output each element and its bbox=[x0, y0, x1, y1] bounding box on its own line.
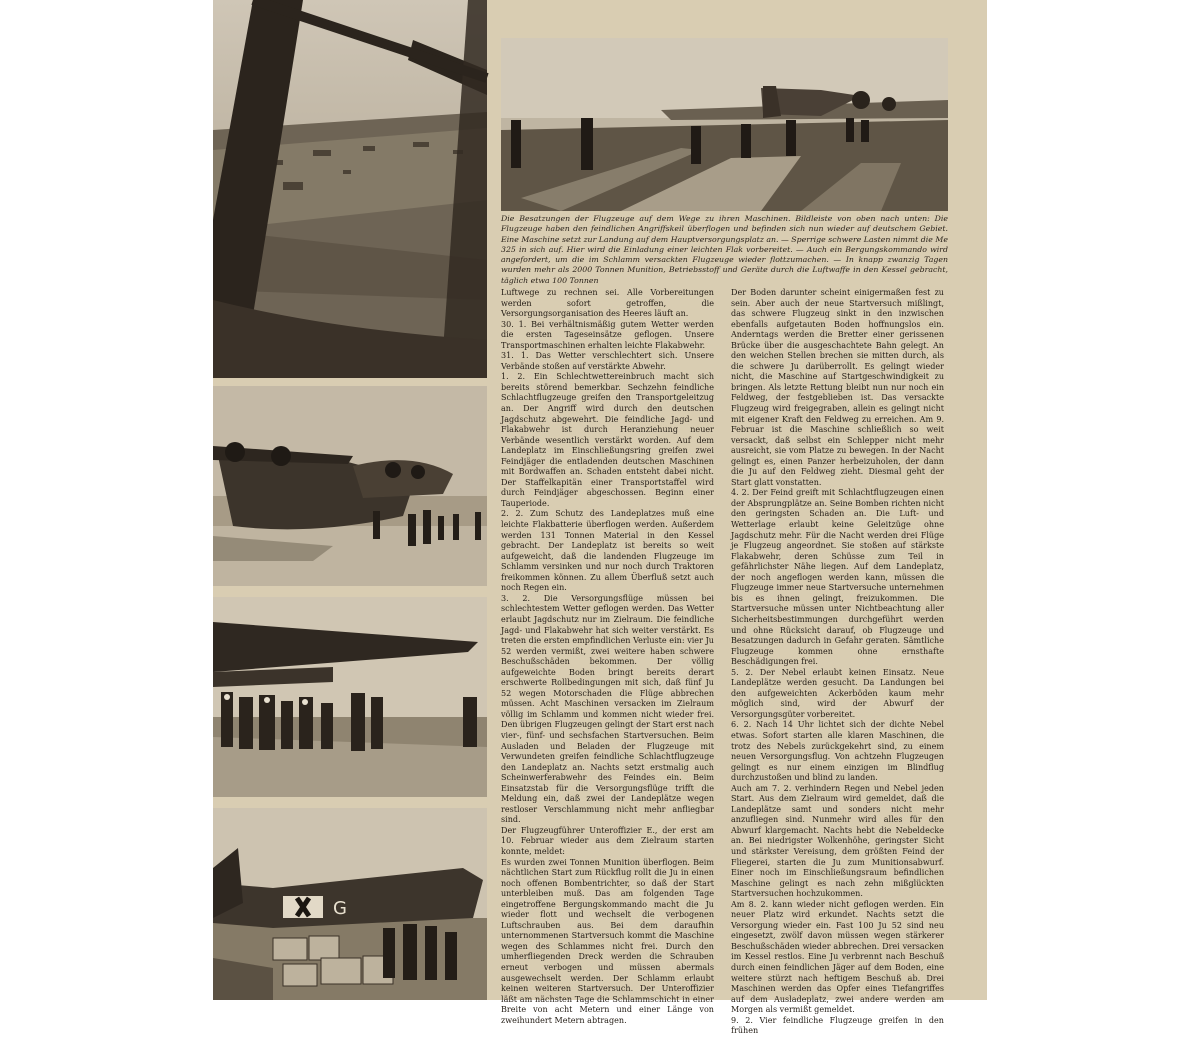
ju52-cargo-unloading-photo bbox=[213, 808, 487, 1000]
paragraph: 2. 2. Zum Schutz des Landeplatzes muß eine leichte Flakbatterie überflogen werden. Außerdem werden 131 Tonnen Material in den Kessel gebracht. Der Landeplatz ist bereits so weit aufgeweicht, daß die landenden Flugzeuge im Schlamm versinken und nur noch durch Traktoren freikommen können. Zu allem Überfluß setzt auch noch Regen ein. bbox=[501, 509, 714, 593]
cockpit-window-airfield-photo bbox=[213, 0, 487, 378]
article-column-right bbox=[731, 288, 944, 1036]
paragraph: Der Flugzeugführer Unteroffizier E., der erst am 10. Februar wieder aus dem Zielraum starten konnte, meldet: bbox=[501, 825, 714, 856]
paragraph: 1. 2. Ein Schlechtwettereinbruch macht sich bereits störend bemerkbar. Sechzehn feindliche Schlachtflugzeuge greifen den Transportgeleitzug an. Der Angriff wird durch den deutschen Jagdschutz abgewehrt. Die feindliche Jagd- und Flakabwehr ist durch Heranziehung neuer Verbände wesentlich verstärkt worden. Auf dem Landeplatz im Einschließungsring greifen zwei Feindjäger die entladenden deutschen Maschinen mit Bordwaffen an. Schaden entsteht dabei nicht. Der Staffelkapitän einer Transportstaffel wird durch Feindjäger abgeschossen. Beginn einer Tauperiode. bbox=[501, 372, 714, 508]
paragraph: 5. 2. Der Nebel erlaubt keinen Einsatz. Neue Landeplätze werden gesucht. Da Landungen bei den aufgeweichten Ackerböden kaum mehr möglich sind, wird der Abwurf der Versorgungsgüter vorbereitet. bbox=[731, 667, 944, 719]
paragraph: Am 8. 2. kann wieder nicht geflogen werden. Ein neuer Platz wird erkundet. Nachts setzt die Versorgung wieder ein. Fast 100 Ju 52 sind neu eingesetzt, zwölf davon müssen wegen stärkerer Beschußschäden wieder abbrechen. Drei versacken im Kessel restlos. Eine Ju verbrennt nach Beschuß durch einen feindlichen Jäger auf dem Boden, eine weitere stürzt nach heftigem Beschuß ab. Drei Maschinen werden das Opfer eines Tiefangriffes auf dem Ausladeplatz, zwei andere werden am Morgen als vermißt gemeldet. bbox=[731, 899, 944, 1015]
paragraph: 3. 2. Die Versorgungsflüge müssen bei schlechtestem Wetter geflogen werden. Das Wetter erlaubt Jagdschutz nur im Zielraum. Die feindliche Jagd- und Flakabwehr hat sich weiter verstärkt. Es treten die ersten empfindlichen Verluste ein: vier Ju 52 werden vermißt, zwei weitere haben schwere Beschußschäden bekommen. Der völlig aufgeweichte Boden bringt bereits derart erschwerte Rollbedingungen mit sich, daß fünf Ju 52 wegen Motorschaden die Flüge abbrechen müssen. Acht Maschinen versacken im Zielraum völlig im Schlamm und kommen nicht wieder frei. Den übrigen Flugzeugen gelingt der Start erst nach vier-, fünf- und sechsfachen Startversuchen. Beim Ausladen und Beladen der Flugzeuge mit Verwundeten greifen feindliche Schlachtflugzeuge den Landeplatz an. Nachts setzt erstmalig auch Scheinwerferabwehr des Feindes ein. Beim Einsatzstab für die Versorgungsflüge trifft die Meldung ein, daß zwei der Landeplätze wegen restloser Verschlammung nicht mehr anfliegbar sind. bbox=[501, 593, 714, 825]
photo-caption: Die Besatzungen der Flugzeuge auf dem Wege zu ihren Maschinen. Bildleiste von oben nach unten: Die Flugzeuge haben den feindlichen Angriffskeil überflogen und befinden sich nun wieder auf deutschem Gebiet. Eine Maschine setzt zur Landung auf dem Hauptversorgungsplatz an. — Sperrige schwere Lasten nimmt die Me 325 in sich auf. Hier wird die Einladung einer leichten Flak vorbereitet. — Auch ein Bergungskommando wird angefordert, um die im Schlamm versackten Flugzeuge wieder flottzumachen. — In knapp zwanzig Tagen wurden mehr als 2000 Tonnen Munition, Betriebsstoff und Geräte durch die Luftwaffe in den Kessel gebracht, täglich etwa 100 Tonnen bbox=[501, 214, 948, 285]
paragraph: 9. 2. Vier feindliche Flugzeuge greifen in den frühen bbox=[731, 1015, 944, 1036]
paragraph: Es wurden zwei Tonnen Munition überflogen. Beim nächtlichen Start zum Rückflug rollt die Ju in einen noch offenen Bombentrichter, so daß der Start unterbleiben muß. Das am folgenden Tage eingetroffene Bergungskommando macht die Ju wieder flott und wechselt die verbogenen Luftschrauben aus. Bei dem daraufhin unternommenen Startversuch kommt die Maschine wegen des Schlammes nicht frei. Durch den umherfliegenden Dreck werden die Schrauben erneut verbogen und müssen abermals ausgewechselt werden. Der Schlamm erlaubt keinen weiteren Startversuch. Der Unteroffizier läßt am nächsten Tage die Schlammschicht in einer Breite von acht Metern und einer Länge von zweihundert Metern abtragen. bbox=[501, 857, 714, 1025]
svg-text:G: G bbox=[333, 898, 347, 919]
crowd-under-wing-photo bbox=[213, 597, 487, 797]
paragraph: 30. 1. Bei verhältnismäßig gutem Wetter werden die ersten Tageseinsätze geflogen. Unsere Transportmaschinen erhalten leichte Flakabwehr. bbox=[501, 319, 714, 350]
paragraph: Der Boden darunter scheint einigermaßen fest zu sein. Aber auch der neue Startversuch mißlingt, das schwere Flugzeug sinkt in den inzwischen ebenfalls aufgetauten Boden hoffnungslos ein. Anderntags werden die Bretter einer gerissenen Brücke über die ausgeschachtete Bahn gelegt. An den weichen Stellen brechen sie mitten durch, als die schwere Ju darüberrollt. Es gelingt wieder nicht, die Maschine auf Startgeschwindigkeit zu bringen. Als letzte Rettung bleibt nun nur noch ein Feldweg, der festgeblieben ist. Das versackte Flugzeug wird freigegraben, allein es gelingt nicht mit eigener Kraft den Feldweg zu erreichen. Am 9. Februar ist die Maschine schließlich so weit versackt, daß selbst ein Schlepper nicht mehr ausreicht, sie vom Platze zu bewegen. In der Nacht gelingt es, einen Panzer herbeizuholen, der dann die Ju auf den Feldweg zieht. Diesmal geht der Start glatt vonstatten. bbox=[731, 288, 944, 487]
paragraph: 4. 2. Der Feind greift mit Schlachtflugzeugen einen der Absprungplätze an. Seine Bomben richten nicht den geringsten Schaden an. Die Luft- und Wetterlage erlaubt keine Geleitzüge ohne Jagdschutz mehr. Für die Nacht werden drei Flüge je Flugzeug angeordnet. Sie stoßen auf stärkste Flakabwehr, deren Schüsse zum Teil in gefährlichster Nähe liegen. Auf dem Landeplatz, der noch angeflogen werden kann, müssen die Flugzeuge immer neue Startversuche unternehmen bis es ihnen gelingt, freizukommen. Die Startversuche müssen unter Nichtbeachtung aller Sicherheitsbestimmungen durchgeführt werden und ohne Rücksicht darauf, ob Flugzeuge und Besatzungen dadurch in Gefahr geraten. Sämtliche Flugzeuge kommen ohne ernsthafte Beschädigungen frei. bbox=[731, 488, 944, 667]
crews-walking-to-aircraft-photo bbox=[501, 38, 948, 211]
paragraph: Auch am 7. 2. verhindern Regen und Nebel jeden Start. Aus dem Zielraum wird gemeldet, daß die Landeplätze samt und sonders nicht mehr anzufliegen sind. Nunmehr wird alles für den Abwurf klargemacht. Nachts hebt die Nebeldecke an. Bei niedrigster Wolkenhöhe, geringster Sicht und stärkster Vereisung, dem größten Feind der Fliegerei, starten die Ju zum Munitionsabwurf. Einer noch im Einschließungsraum befindlichen Maschine gelingt es nach zehn mißglückten Startversuchen hochzukommen. bbox=[731, 783, 944, 899]
article-column-left bbox=[501, 288, 714, 1025]
paragraph: 31. 1. Das Wetter verschlechtert sich. Unsere Verbände stoßen auf verstärkte Abwehr. bbox=[501, 351, 714, 371]
transport-planes-loading-photo bbox=[213, 386, 487, 586]
magazine-page bbox=[213, 0, 987, 1036]
paragraph: 6. 2. Nach 14 Uhr lichtet sich der dichte Nebel etwas. Sofort starten alle klaren Maschinen, die trotz des Nebels zurückgekehrt sind, zu einem neuen Versorgungsflug. Von achtzehn Flugzeugen gelingt es nur einem einzigen im Blindflug durchzustoßen und blind zu landen. bbox=[731, 720, 944, 783]
paragraph: Luftwege zu rechnen sei. Alle Vorbereitungen werden sofort getroffen, die Versorgungsorganisation des Heeres läuft an. bbox=[501, 288, 714, 319]
